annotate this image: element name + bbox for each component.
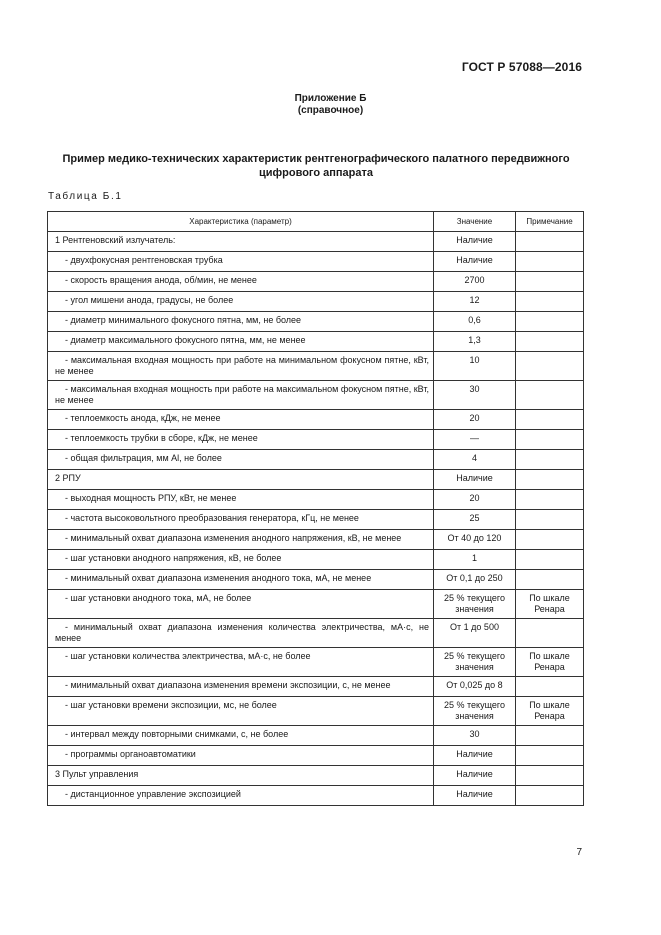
note-cell: По шкале Ренара <box>516 590 584 619</box>
table-row <box>48 292 584 312</box>
note-cell <box>516 332 584 352</box>
value-cell: 1 <box>434 550 516 570</box>
value-cell: 30 <box>434 726 516 746</box>
note-cell <box>516 312 584 332</box>
note-cell <box>516 450 584 470</box>
param-cell: - шаг установки количества электричества, мА·с, не более <box>48 648 434 677</box>
table-row <box>48 252 584 272</box>
param-cell: 1 Рентгеновский излучатель: <box>48 232 434 252</box>
table-row <box>48 726 584 746</box>
value-cell: 25 % текущего значения <box>434 648 516 677</box>
value-cell: 25 % текущего значения <box>434 590 516 619</box>
table-row <box>48 570 584 590</box>
table-row <box>48 381 584 410</box>
appendix-heading <box>0 93 661 117</box>
table-row <box>48 312 584 332</box>
table-header-row <box>48 212 584 232</box>
value-cell: От 0,025 до 8 <box>434 677 516 697</box>
note-cell <box>516 272 584 292</box>
note-cell <box>516 430 584 450</box>
value-cell: 4 <box>434 450 516 470</box>
note-cell <box>516 550 584 570</box>
value-cell: Наличие <box>434 252 516 272</box>
table-row <box>48 746 584 766</box>
table-row <box>48 619 584 648</box>
table-row <box>48 786 584 806</box>
table-row <box>48 677 584 697</box>
table-body <box>48 232 584 806</box>
standard-code: ГОСТ Р 57088—2016 <box>461 60 582 74</box>
value-cell: 10 <box>434 352 516 381</box>
note-cell <box>516 470 584 490</box>
document-title-line-2: цифрового аппарата <box>258 167 373 179</box>
table-row <box>48 430 584 450</box>
param-cell: - шаг установки анодного тока, мА, не более <box>48 590 434 619</box>
table-row <box>48 590 584 619</box>
param-cell: - диаметр минимального фокусного пятна, мм, не более <box>48 312 434 332</box>
note-cell <box>516 746 584 766</box>
value-cell: Наличие <box>434 232 516 252</box>
value-cell: 20 <box>434 490 516 510</box>
note-cell <box>516 510 584 530</box>
note-cell: По шкале Ренара <box>516 697 584 726</box>
table-row <box>48 410 584 430</box>
note-cell <box>516 530 584 550</box>
document-title-line-1: Пример медико-технических характеристик рентгенографического палатного передвижного <box>62 153 570 165</box>
param-cell: - минимальный охват диапазона изменения времени экспозиции, с, не менее <box>48 677 434 697</box>
table-row <box>48 470 584 490</box>
param-cell: - интервал между повторными снимками, с, не более <box>48 726 434 746</box>
table-row <box>48 550 584 570</box>
table-row <box>48 272 584 292</box>
value-cell: 1,3 <box>434 332 516 352</box>
param-cell: - максимальная входная мощность при работе на максимальном фокусном пятне, кВт, не менее <box>48 381 434 410</box>
param-cell: - программы органоавтоматики <box>48 746 434 766</box>
param-cell: - угол мишени анода, градусы, не более <box>48 292 434 312</box>
table-row <box>48 530 584 550</box>
note-cell <box>516 252 584 272</box>
param-cell: - двухфокусная рентгеновская трубка <box>48 252 434 272</box>
param-cell: - теплоемкость трубки в сборе, кДж, не менее <box>48 430 434 450</box>
value-cell: Наличие <box>434 786 516 806</box>
note-cell <box>516 352 584 381</box>
note-cell <box>516 232 584 252</box>
table-row <box>48 232 584 252</box>
note-cell <box>516 490 584 510</box>
value-cell: 25 % текущего значения <box>434 697 516 726</box>
param-cell: - максимальная входная мощность при работе на минимальном фокусном пятне, кВт, не менее <box>48 352 434 381</box>
table-row <box>48 332 584 352</box>
param-cell: - диаметр максимального фокусного пятна, мм, не менее <box>48 332 434 352</box>
note-cell: По шкале Ренара <box>516 648 584 677</box>
value-cell: От 0,1 до 250 <box>434 570 516 590</box>
param-cell: - шаг установки времени экспозиции, мс, не более <box>48 697 434 726</box>
note-cell <box>516 619 584 648</box>
param-cell: - минимальный охват диапазона изменения анодного напряжения, кВ, не менее <box>48 530 434 550</box>
param-cell: - выходная мощность РПУ, кВт, не менее <box>48 490 434 510</box>
note-cell <box>516 726 584 746</box>
param-cell: 3 Пульт управления <box>48 766 434 786</box>
param-cell: - минимальный охват диапазона изменения анодного тока, мА, не менее <box>48 570 434 590</box>
value-cell: Наличие <box>434 766 516 786</box>
note-cell <box>516 677 584 697</box>
table-row <box>48 490 584 510</box>
header-note: Примечание <box>516 212 584 232</box>
note-cell <box>516 570 584 590</box>
table-row <box>48 766 584 786</box>
appendix-subtitle: (справочное) <box>297 105 364 116</box>
value-cell: 30 <box>434 381 516 410</box>
page-number: 7 <box>576 847 582 858</box>
table-row <box>48 450 584 470</box>
note-cell <box>516 292 584 312</box>
value-cell: 0,6 <box>434 312 516 332</box>
header-param: Характеристика (параметр) <box>48 212 434 232</box>
spec-table <box>47 211 584 806</box>
value-cell: Наличие <box>434 746 516 766</box>
note-cell <box>516 410 584 430</box>
value-cell: От 1 до 500 <box>434 619 516 648</box>
value-cell: 20 <box>434 410 516 430</box>
value-cell: Наличие <box>434 470 516 490</box>
note-cell <box>516 381 584 410</box>
value-cell: От 40 до 120 <box>434 530 516 550</box>
param-cell: - частота высоковольтного преобразования генератора, кГц, не менее <box>48 510 434 530</box>
table-row <box>48 352 584 381</box>
table-row <box>48 510 584 530</box>
document-title <box>48 152 584 180</box>
table-row <box>48 648 584 677</box>
param-cell: - дистанционное управление экспозицией <box>48 786 434 806</box>
param-cell: - скорость вращения анода, об/мин, не менее <box>48 272 434 292</box>
note-cell <box>516 766 584 786</box>
table-row <box>48 697 584 726</box>
note-cell <box>516 786 584 806</box>
param-cell: - шаг установки анодного напряжения, кВ, не более <box>48 550 434 570</box>
param-cell: - минимальный охват диапазона изменения количества электричества, мА·с, не менее <box>48 619 434 648</box>
appendix-title: Приложение Б <box>294 93 367 104</box>
header-value: Значение <box>434 212 516 232</box>
param-cell: - теплоемкость анода, кДж, не менее <box>48 410 434 430</box>
param-cell: 2 РПУ <box>48 470 434 490</box>
value-cell: 2700 <box>434 272 516 292</box>
param-cell: - общая фильтрация, мм Al, не более <box>48 450 434 470</box>
value-cell: 25 <box>434 510 516 530</box>
table-caption: Таблица Б.1 <box>48 191 123 202</box>
value-cell: 12 <box>434 292 516 312</box>
value-cell: — <box>434 430 516 450</box>
